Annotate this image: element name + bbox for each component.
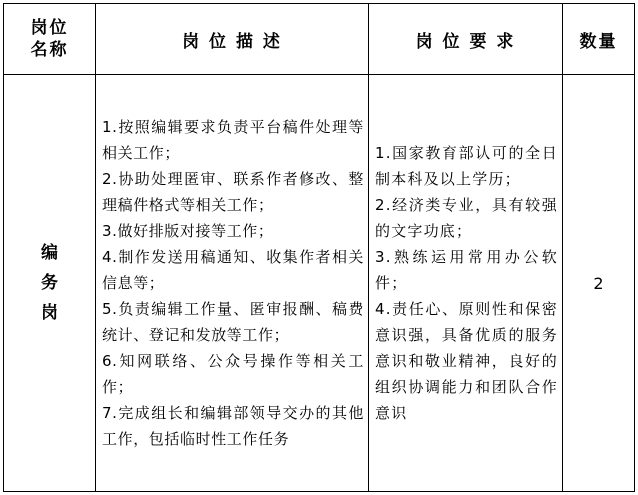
requirement-item: 4.责任心、原则性和保密意识强，具备优质的服务意识和敬业精神，良好的组织协调能力和团队合作意识 <box>375 300 558 422</box>
post-name-char: 编 <box>41 243 58 263</box>
table-row <box>4 75 635 492</box>
header-quantity: 数量 <box>563 4 635 75</box>
description-item: 1.按照编辑要求负责平台稿件处理等相关工作； <box>102 118 364 162</box>
description-item: 5.负责编辑工作量、匿审报酬、稿费统计、登记和发放等工作； <box>102 300 364 344</box>
header-post-name-line2: 名称 <box>30 40 69 60</box>
description-cell <box>96 75 369 492</box>
requirement-item: 1.国家教育部认可的全日制本科及以上学历； <box>375 144 558 188</box>
requirements-cell <box>369 75 563 492</box>
post-name-char: 务 <box>41 273 58 293</box>
description-item: 4.制作发送用稿通知、收集作者相关信息等； <box>102 248 364 292</box>
description-item: 2.协助处理匿审、联系作者修改、整理稿件格式等相关工作； <box>102 170 364 214</box>
requirement-item: 3.熟练运用常用办公软件； <box>375 248 558 292</box>
job-posting-table <box>3 3 635 492</box>
header-post-name-line1: 岗位 <box>30 18 69 38</box>
header-post-name <box>4 4 96 75</box>
header-description: 岗 位 描 述 <box>96 4 369 75</box>
description-item: 7.完成组长和编辑部领导交办的其他工作，包括临时性工作任务 <box>102 404 364 448</box>
header-requirements: 岗 位 要 求 <box>369 4 563 75</box>
table-header-row <box>4 4 635 75</box>
post-name-cell <box>4 75 96 492</box>
quantity-cell: 2 <box>563 75 635 492</box>
post-name-char: 岗 <box>41 303 58 323</box>
description-item: 3.做好排版对接等工作； <box>102 222 274 240</box>
description-item: 6.知网联络、公众号操作等相关工作； <box>102 352 364 396</box>
requirement-item: 2.经济类专业，具有较强的文字功底； <box>375 196 558 240</box>
